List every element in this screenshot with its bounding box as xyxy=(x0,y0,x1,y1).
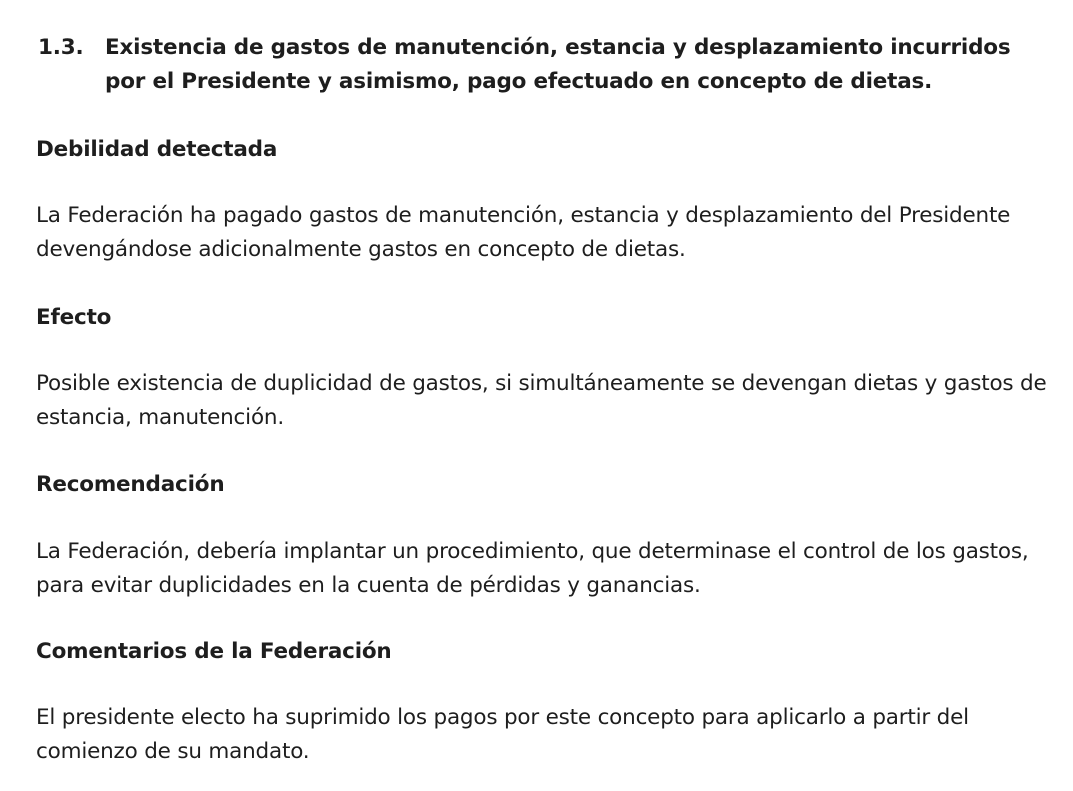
section-number: 1.3. xyxy=(38,35,84,60)
recommendation-text: La Federación, debería implantar un procedimiento, que determinase el control de los gastos, para evitar duplicidades en la cuenta de pérdidas y ganancias. xyxy=(36,539,1029,598)
recommendation-heading: Recomendación xyxy=(36,472,225,497)
comments-heading: Comentarios de la Federación xyxy=(36,639,392,664)
weakness-text: La Federación ha pagado gastos de manutención, estancia y desplazamiento del Presidente devengándose adicionalmente gastos en concepto de dietas. xyxy=(36,203,1011,262)
effect-text: Posible existencia de duplicidad de gastos, si simultáneamente se devengan dietas y gastos de estancia, manutención. xyxy=(36,371,1047,430)
effect-heading: Efecto xyxy=(36,305,112,330)
section-title: Existencia de gastos de manutención, estancia y desplazamiento incurridos por el Presidente y asimismo, pago efectuado en concepto de dietas. xyxy=(105,35,1011,94)
section-heading xyxy=(38,31,1048,99)
weakness-heading: Debilidad detectada xyxy=(36,137,278,162)
comments-text: El presidente electo ha suprimido los pagos por este concepto para aplicarlo a partir del comienzo de su mandato. xyxy=(36,705,969,764)
